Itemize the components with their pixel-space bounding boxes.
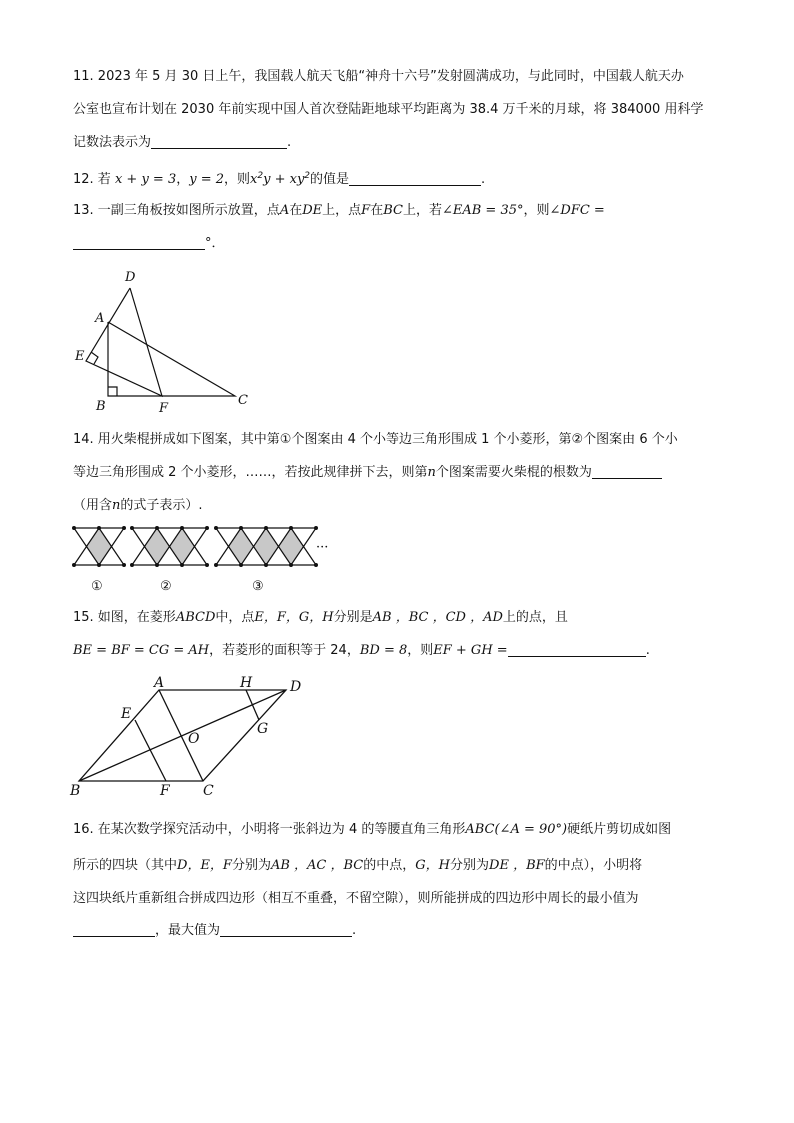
q11-end: . <box>287 135 292 150</box>
q15-text-b: 中，点 <box>215 610 255 625</box>
q13-label-d: D <box>125 270 136 285</box>
matchstick-joint <box>72 563 76 567</box>
q15-end: . <box>645 643 650 658</box>
q15-points: E，F，G，H <box>254 610 334 625</box>
q13-label-f: F <box>159 401 169 416</box>
matchstick-joint <box>214 563 218 567</box>
matchstick-joint <box>72 526 76 530</box>
q16-line-3: 这四块纸片重新组合拼成四边形（相互不重叠，不留空隙），则所能拼成的四边形中周长的最小值为 <box>73 891 639 906</box>
q16-text-f: 分别为 <box>450 858 490 873</box>
q13-label-a: A <box>95 311 105 326</box>
q13-degree: °． <box>205 236 225 251</box>
matchstick-joint <box>155 563 159 567</box>
q14-text-d: 的式子表示）. <box>120 498 203 513</box>
q11-line-3 <box>73 134 291 152</box>
matchstick-joint <box>130 526 134 530</box>
q12-end: . <box>481 172 486 187</box>
q14-text-c: （用含 <box>73 498 113 513</box>
q11-text: 记数法表示为 <box>73 135 152 150</box>
q16-max-blank[interactable] <box>220 922 352 937</box>
matchstick-joint <box>180 563 184 567</box>
matchstick-joint <box>264 526 268 530</box>
q16-end: . <box>352 923 357 938</box>
q16-segments-2: DE ，BF <box>489 858 545 873</box>
q15-label-b: B <box>70 783 81 799</box>
q14-label-3: ③ <box>252 579 264 594</box>
q15-line-1 <box>73 609 568 627</box>
q14-label-2: ② <box>160 579 172 594</box>
matchstick-joint <box>314 563 318 567</box>
q13-label-c: C <box>238 393 248 408</box>
matchstick-joint <box>180 526 184 530</box>
q15-rhombus-name: ABCD <box>175 610 216 625</box>
q15-text-f: ，则 <box>407 643 434 658</box>
q14-pattern-1 <box>72 526 126 567</box>
q13-line-1 <box>73 202 605 220</box>
q15-label-c: C <box>203 783 214 799</box>
q14-pattern-3 <box>214 526 318 567</box>
q15-text-c: 分别是 <box>333 610 373 625</box>
matchstick-joint <box>122 526 126 530</box>
q14-text-b: 个图案需要火柴棍的根数为 <box>435 465 592 480</box>
q14-text-a: 等边三角形围成 2 个小菱形，……，若按此规律拼下去，则第 <box>73 465 428 480</box>
shaded-rhombus <box>279 528 304 565</box>
q12-line <box>73 167 485 189</box>
q13-text-c: 上，点 <box>322 203 362 218</box>
q16-triangle: ABC <box>465 822 495 837</box>
q13-seg-bc: BC <box>383 203 403 218</box>
q15-answer-blank[interactable] <box>508 642 646 657</box>
q15-label-f: F <box>160 783 170 799</box>
matchstick-joint <box>239 563 243 567</box>
q11-answer-blank[interactable] <box>151 134 287 149</box>
q16-line-1 <box>73 821 671 839</box>
q14-matchstick-figure <box>70 520 340 596</box>
matchstick-joint <box>289 526 293 530</box>
q16-min-blank[interactable] <box>73 922 155 937</box>
q13-point-f: F <box>361 203 371 218</box>
q12-sup-1: 2 <box>257 171 264 181</box>
q15-label-d: D <box>290 679 302 695</box>
shaded-rhombus <box>229 528 254 565</box>
q14-ellipsis: ··· <box>316 540 329 555</box>
q15-label-h: H <box>240 675 253 691</box>
q13-label-b: B <box>96 399 106 414</box>
q14-line-2 <box>73 464 662 482</box>
q13-condition: ∠EAB = 35° <box>441 203 524 218</box>
q16-line-2 <box>73 857 642 875</box>
q16-text-c: 所示的四块（其中 <box>73 858 178 873</box>
q16-text-h: ，最大值为 <box>155 923 221 938</box>
q12-eq1: x + y = 3 <box>114 172 177 187</box>
q16-text-e: 的中点， <box>363 858 416 873</box>
q15-text-a: 15. 如图，在菱形 <box>73 610 176 625</box>
q13-text-d: 在 <box>370 203 384 218</box>
q16-segments-1: AB ，AC ，BC <box>270 858 364 873</box>
q13-answer-blank[interactable] <box>73 235 205 250</box>
q11-line-1: 11. 2023 年 5 月 30 日上午，我国载人航天飞船“神舟十六号”发射圆满成功，与此同时，中国载人航天办 <box>73 69 684 84</box>
q15-condition-1: BE = BF = CG = AH <box>73 643 210 658</box>
matchstick-joint <box>97 563 101 567</box>
q14-line-1: 14. 用火柴棍拼成如下图案，其中第①个图案由 4 个小等边三角形围成 1 个小菱形，第②个图案由 6 个小 <box>73 432 678 447</box>
q15-segment-hg <box>246 690 259 720</box>
q15-text-e: ，若菱形的面积等于 24， <box>209 643 360 658</box>
matchstick-joint <box>205 526 209 530</box>
q14-n: n <box>427 465 436 480</box>
q13-label-e: E <box>75 349 85 364</box>
shaded-rhombus <box>87 528 112 565</box>
q13-seg-de: DE <box>302 203 323 218</box>
q15-label-o: O <box>188 731 200 747</box>
q15-label-a: A <box>154 675 165 691</box>
q13-right-angle-e <box>91 352 98 364</box>
q15-rhombus-figure <box>66 670 316 802</box>
q13-triangle-figure <box>70 265 260 415</box>
q12-eq2: y = 2 <box>189 172 225 187</box>
q14-answer-blank[interactable] <box>592 464 662 479</box>
q12-sep: ， <box>176 172 190 187</box>
q13-set-square-abc <box>108 322 235 396</box>
shaded-rhombus <box>254 528 279 565</box>
q13-text-a: 13. 一副三角板按如图所示放置，点 <box>73 203 280 218</box>
matchstick-joint <box>264 563 268 567</box>
matchstick-joint <box>314 526 318 530</box>
q15-ask: EF + GH = <box>433 643 508 658</box>
q14-n-2: n <box>112 498 121 513</box>
q15-line-2 <box>73 642 650 660</box>
q16-line-4 <box>73 922 356 940</box>
q13-line-2 <box>73 235 225 253</box>
q13-set-square-def <box>86 288 162 396</box>
q16-angle: (∠A = 90°) <box>494 822 568 837</box>
q12-mid: ，则 <box>224 172 251 187</box>
q12-answer-blank[interactable] <box>349 171 481 186</box>
q16-text-g: 的中点），小明将 <box>544 858 643 873</box>
q15-sides: AB ，BC ，CD ，AD <box>372 610 503 625</box>
q15-condition-2: BD = 8 <box>359 643 408 658</box>
matchstick-joint <box>122 563 126 567</box>
q15-diagonal-bd <box>79 690 286 781</box>
q14-line-3 <box>73 497 203 515</box>
q13-ask: ∠DFC = <box>549 203 605 218</box>
q12-sup-2: 2 <box>304 171 311 181</box>
q16-points-def: D，E，F <box>177 858 232 873</box>
q16-text-a: 16. 在某次数学探究活动中，小明将一张斜边为 4 的等腰直角三角形 <box>73 822 466 837</box>
q12-expr-x: x <box>250 172 258 187</box>
q13-text-e: 上，若 <box>402 203 442 218</box>
q12-prefix: 12. 若 <box>73 172 111 187</box>
q12-expr-rest: y + xy <box>263 172 305 187</box>
q16-text-d: 分别为 <box>231 858 271 873</box>
matchstick-joint <box>155 526 159 530</box>
q13-point-a: A <box>279 203 290 218</box>
q15-segment-ef <box>135 720 166 781</box>
q14-label-1: ① <box>91 579 103 594</box>
shaded-rhombus <box>145 528 170 565</box>
matchstick-joint <box>97 526 101 530</box>
shaded-rhombus <box>170 528 195 565</box>
q13-right-angle-b <box>108 387 117 396</box>
matchstick-joint <box>130 563 134 567</box>
q13-text-b: 在 <box>289 203 303 218</box>
q15-label-g: G <box>257 721 269 737</box>
q15-text-d: 上的点，且 <box>502 610 568 625</box>
q16-text-b: 硬纸片剪切成如图 <box>567 822 672 837</box>
q13-text-f: ，则 <box>523 203 550 218</box>
q16-points-gh: G，H <box>415 858 451 873</box>
q12-suffix: 的值是 <box>310 172 350 187</box>
q14-pattern-2 <box>130 526 209 567</box>
matchstick-joint <box>205 563 209 567</box>
q11-line-2: 公室也宣布计划在 2030 年前实现中国人首次登陆距地球平均距离为 38.4 万千米的月球，将 384000 用科学 <box>73 102 704 117</box>
matchstick-joint <box>239 526 243 530</box>
matchstick-joint <box>214 526 218 530</box>
q15-label-e: E <box>121 706 132 722</box>
matchstick-joint <box>289 563 293 567</box>
